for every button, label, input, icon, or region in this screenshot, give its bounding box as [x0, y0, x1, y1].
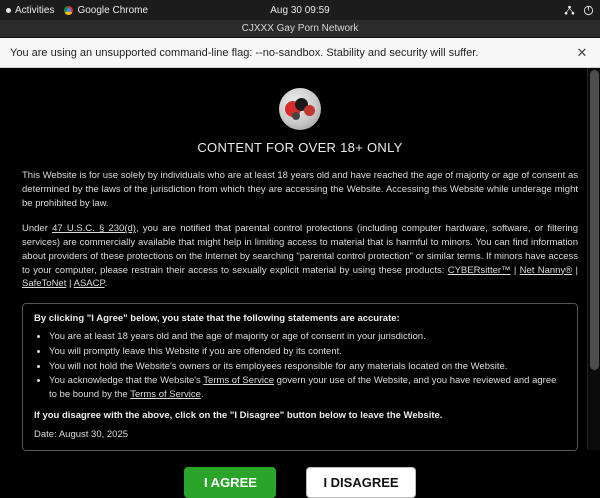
filter-link-netnanny[interactable]: Net Nanny® [519, 264, 573, 276]
chrome-icon [64, 6, 73, 15]
unsupported-flag-infobar [0, 38, 600, 68]
terms-of-service-link-2[interactable]: Terms of Service [130, 389, 201, 401]
disagree-note: If you disagree with the above, click on the "I Disagree" button below to leave the Website. [34, 409, 443, 421]
power-icon [583, 5, 594, 16]
top-bar-left [6, 5, 148, 16]
tos-suffix: . [200, 389, 204, 401]
filter-link-asacp[interactable]: ASACP [73, 278, 105, 290]
top-bar-status-area[interactable] [564, 5, 594, 16]
statute-body: , you are notified that parental control protections (including computer hardware, software, or filtering services) are commercially available that might help in limiting access to material that is harmful to minors. You can find information about providers of these protections on the Internet by searching "parental control protection" or similar terms. If minors have access to your computer, please restrain their access to sexually explicit material by using these products: [22, 223, 578, 276]
disagree-button[interactable]: I DISAGREE [306, 467, 415, 498]
agreement-lead: By clicking "I Agree" below, you state that the following statements are accurate: [34, 313, 400, 325]
window-title-bar[interactable] [0, 20, 600, 38]
app-menu-chrome[interactable] [64, 5, 148, 16]
terms-of-service-link-1[interactable]: Terms of Service [203, 375, 275, 387]
list-item-terms [49, 374, 566, 402]
activities-button[interactable] [6, 5, 54, 16]
logo-wrap [22, 88, 578, 130]
vertical-scrollbar[interactable] [587, 68, 600, 450]
clock[interactable]: Aug 30 09:59 [270, 4, 330, 16]
list-item: • You will not hold the Website's owners or its employees responsible for any materials located on the Website. [49, 360, 566, 374]
age-requirement-paragraph: This Website is for use solely by individuals who are at least 18 years old and have reached the age of majority or age of consent as determined by the laws of the jurisdiction from which they are accessing the Website. Accessing this Website while underage might be prohibited by law. [22, 170, 578, 209]
filter-link-cybersitter[interactable]: CYBERsitter™ [447, 264, 511, 276]
page-title: CONTENT FOR OVER 18+ ONLY [197, 140, 403, 155]
agreement-date: Date: August 30, 2025 [34, 428, 129, 440]
list-item: • You are at least 18 years old and the age of majority or age of consent in your jurisdiction. [49, 330, 566, 344]
network-icon [564, 5, 575, 16]
tos-middle: govern your use of the Website, and you have reviewed and agree to be bound by the [49, 375, 557, 401]
statute-link[interactable]: 47 U.S.C. § 230(d) [52, 223, 136, 235]
parental-controls-paragraph: Under 47 U.S.C. § 230(d), you are notified that parental control protections (including computer hardware, software, or filtering services) are commercially available that might help in limiting access to material that is harmful to minors. You can find information about providers of these protections on the Internet by searching "parental control protection" or similar terms. If minors have access to your computer, please restrain their access to sexually explicit material by using these products: CYBERsitter™ | Net Nanny® | SafeToNet | ASACP. [22, 223, 579, 290]
close-icon[interactable]: ✕ [576, 44, 588, 60]
statute-prefix: Under [22, 223, 53, 235]
activities-label: Activities [15, 4, 55, 16]
app-menu-label: Google Chrome [77, 4, 149, 16]
agree-button[interactable]: I AGREE [184, 467, 276, 498]
site-logo-icon [279, 88, 321, 130]
filter-link-safetonet[interactable]: SafeToNet [22, 278, 67, 290]
activities-dot-icon [6, 8, 11, 13]
list-item: • You will promptly leave this Website if you are offended by its content. [49, 345, 566, 359]
agreement-bullet-list [34, 330, 566, 402]
infobar-message: You are using an unsupported command-line flag: --no-sandbox. Stability and security will suffer. [10, 46, 479, 59]
scrollbar-thumb[interactable] [590, 70, 599, 370]
agreement-box [22, 303, 578, 451]
window-title: CJXXX Gay Porn Network [241, 23, 359, 34]
age-gate-container [0, 68, 600, 490]
tos-prefix: You acknowledge that the Website's [49, 375, 204, 387]
page-content [0, 68, 600, 490]
action-button-row [22, 467, 578, 498]
system-top-bar [0, 0, 600, 20]
